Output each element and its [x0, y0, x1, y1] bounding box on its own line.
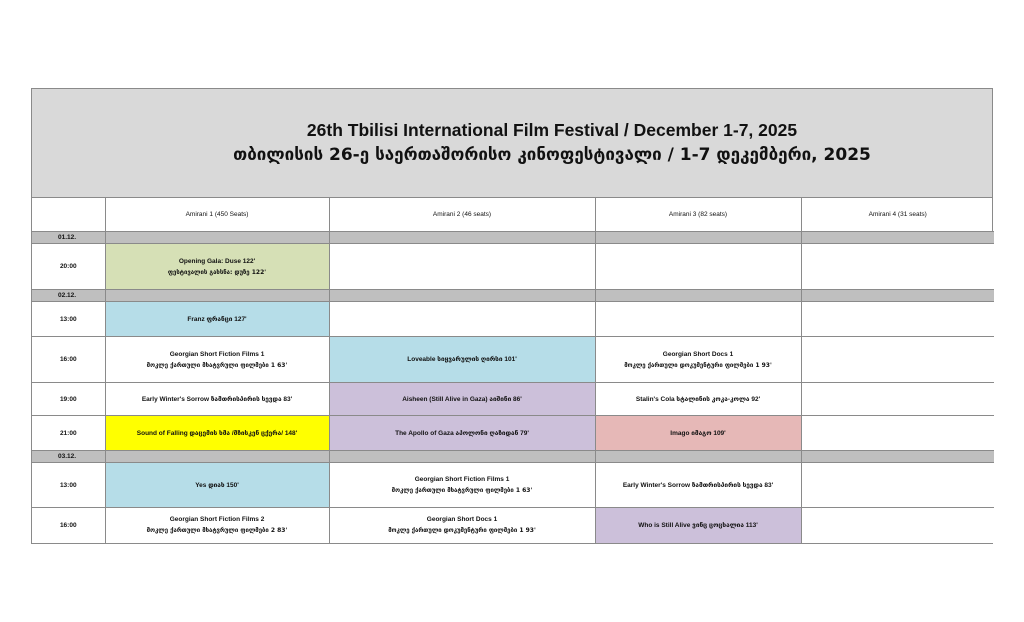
empty-cell	[801, 463, 994, 508]
film-title-georgian: მოკლე ქართული დოკუმენტური ფილმები 1 93'	[624, 361, 772, 369]
film-title: Imago იმაგო 109'	[670, 429, 726, 437]
screening-cell	[329, 337, 595, 383]
time-cell: 20:00	[32, 244, 105, 290]
screening-cell	[105, 383, 329, 416]
film-title-georgian: მოკლე ქართული მხატვრული ფილმები 1 63'	[146, 361, 288, 369]
date-separator-cell	[105, 451, 329, 463]
date-text: 01.12.	[58, 234, 77, 241]
schedule-body	[32, 232, 994, 543]
venue-header-amirani-4: Amirani 4 (31 seats)	[801, 198, 994, 232]
title-english: 26th Tbilisi International Film Festival / December 1-7, 2025	[306, 120, 798, 140]
empty-cell	[801, 244, 994, 290]
film-title: Stalin's Cola სტალინის კოკა-კოლა 92'	[635, 395, 761, 403]
screening-row	[32, 337, 994, 383]
film-title-georgian: მოკლე ქართული მხატვრული ფილმები 1 63'	[391, 487, 533, 494]
schedule-table	[32, 198, 994, 543]
film-title: Franz ფრანცი 127'	[187, 315, 247, 323]
screening-row	[32, 302, 994, 337]
date-label	[32, 451, 105, 463]
film-title-georgian: მოკლე ქართული დოკუმენტური ფილმები 1 93'	[388, 527, 536, 535]
film-title: Early Winter's Sorrow ზამთრისპირის სევდა 83'	[622, 481, 774, 489]
screening-cell	[329, 463, 595, 508]
screening-cell	[329, 508, 595, 543]
screening-cell	[595, 463, 801, 508]
screening-cell	[105, 302, 329, 337]
film-title: Georgian Short Docs 1	[662, 350, 734, 358]
empty-cell	[595, 244, 801, 290]
date-separator-cell	[801, 451, 994, 463]
venue-header-amirani-2: Amirani 2 (46 seats)	[329, 198, 595, 232]
date-separator-cell	[595, 290, 801, 302]
empty-cell	[801, 508, 994, 543]
time-cell: 13:00	[32, 302, 105, 337]
empty-cell	[801, 416, 994, 451]
screening-row	[32, 416, 994, 451]
date-separator-row	[32, 290, 994, 302]
date-separator-cell	[105, 290, 329, 302]
empty-cell	[801, 337, 994, 383]
schedule-sheet	[31, 88, 993, 544]
film-title: Georgian Short Fiction Films 2	[169, 516, 265, 524]
venue-header-amirani-1: Amirani 1 (450 Seats)	[105, 198, 329, 232]
empty-cell	[595, 302, 801, 337]
film-title: The Apollo of Gaza აპოლონი ღაზიდან 79'	[395, 429, 529, 437]
screening-cell	[595, 337, 801, 383]
date-text: 02.12.	[58, 292, 77, 299]
date-separator-cell	[105, 232, 329, 244]
date-label	[32, 290, 105, 302]
screening-cell	[105, 337, 329, 383]
film-title: Yes დიახ 150'	[195, 481, 239, 489]
screening-cell	[595, 383, 801, 416]
screening-row	[32, 463, 994, 508]
date-separator-cell	[801, 232, 994, 244]
date-separator-cell	[595, 451, 801, 463]
corner-cell	[32, 198, 105, 232]
date-separator-cell	[329, 232, 595, 244]
time-cell: 13:00	[32, 463, 105, 508]
time-cell: 21:00	[32, 416, 105, 451]
title-georgian: თბილისის 26-ე საერთაშორისო კინოფესტივალი / 1-7 დეკემბერი, 2025	[233, 145, 871, 165]
empty-cell	[801, 302, 994, 337]
time-cell: 16:00	[32, 508, 105, 543]
film-title: Aisheen (Still Alive in Gaza) აიშინი 86'	[402, 395, 522, 403]
time-cell: 16:00	[32, 337, 105, 383]
venue-header-row	[32, 198, 994, 232]
film-title: Sound of Falling დაცემის ხმა /მზისკენ ცქერა/ 148'	[136, 429, 298, 437]
time-cell: 19:00	[32, 383, 105, 416]
screening-row	[32, 383, 994, 416]
date-text: 03.12.	[58, 453, 77, 460]
title-block	[32, 89, 992, 198]
screening-cell	[105, 416, 329, 451]
date-separator-cell	[801, 290, 994, 302]
film-title: Who is Still Alive ვინც ცოცხალია 113'	[638, 521, 758, 529]
screening-cell	[595, 416, 801, 451]
date-separator-cell	[329, 451, 595, 463]
screening-cell	[105, 463, 329, 508]
venue-header-amirani-3: Amirani 3 (82 seats)	[595, 198, 801, 232]
empty-cell	[801, 383, 994, 416]
film-title: Georgian Short Fiction Films 1	[414, 476, 510, 483]
film-title: Opening Gala: Duse 122'	[178, 257, 256, 265]
date-separator-cell	[595, 232, 801, 244]
screening-cell	[595, 508, 801, 543]
film-title: Georgian Short Fiction Films 1	[169, 350, 265, 358]
screening-cell	[105, 508, 329, 543]
screening-cell	[105, 244, 329, 290]
screening-cell	[329, 416, 595, 451]
film-title-georgian: ფესტივალის გახსნა: დუზე 122'	[167, 268, 267, 276]
film-title: Loveable სიყვარულის ღირსი 101'	[407, 356, 517, 363]
film-title-georgian: მოკლე ქართული მხატვრული ფილმები 2 83'	[146, 527, 288, 535]
date-label	[32, 232, 105, 244]
date-separator-row	[32, 451, 994, 463]
empty-cell	[329, 302, 595, 337]
film-title: Georgian Short Docs 1	[426, 516, 498, 524]
screening-row	[32, 508, 994, 543]
screening-cell	[329, 383, 595, 416]
screening-row	[32, 244, 994, 290]
film-title: Early Winter's Sorrow ზამთრისპირის სევდა 83'	[141, 395, 293, 403]
empty-cell	[329, 244, 595, 290]
date-separator-row	[32, 232, 994, 244]
date-separator-cell	[329, 290, 595, 302]
